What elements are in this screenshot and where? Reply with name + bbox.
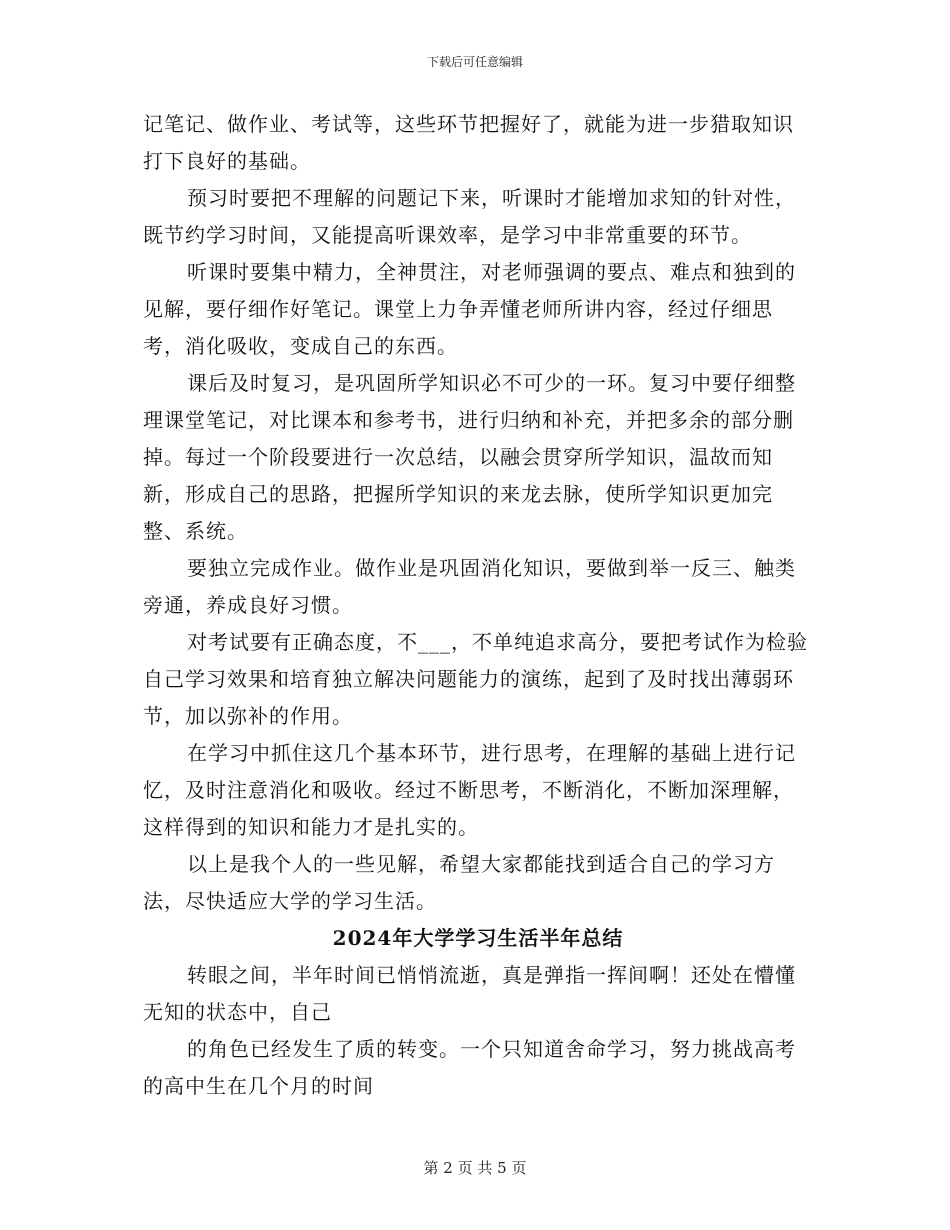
paragraph-exams: 对考试要有正确态度，不___，不单纯追求高分，要把考试作为检验自己学习效果和培育独立解决问题能力的演练，起到了及时找出薄弱环节，加以弥补的作用。 [143,630,808,728]
section-paragraph-2: 的角色已经发生了质的转变。一个只知道舍命学习，努力挑战高考的高中生在几个月的时间 [143,1037,796,1098]
paragraph-homework: 要独立完成作业。做作业是巩固消化知识，要做到举一反三、触类旁通，养成良好习惯。 [143,556,796,617]
paragraph-preview: 预习时要把不理解的问题记下来，听课时才能增加求知的针对性，既节约学习时间，又能提高听课效率，是学习中非常重要的环节。 [143,186,796,247]
paragraph-key-steps: 在学习中抓住这几个基本环节，进行思考，在理解的基础上进行记忆，及时注意消化和吸收。经过不断思考，不断消化，不断加深理解，这样得到的知识和能力才是扎实的。 [143,741,796,839]
paragraph-listening: 听课时要集中精力，全神贯注，对老师强调的要点、难点和独到的见解，要仔细作好笔记。课堂上力争弄懂老师所讲内容，经过仔细思考，消化吸收，变成自己的东西。 [143,260,796,358]
paragraph-review: 课后及时复习，是巩固所学知识必不可少的一环。复习中要仔细整理课堂笔记，对比课本和参考书，进行归纳和补充，并把多余的部分删掉。每过一个阶段要进行一次总结，以融会贯穿所学知识，温故而知新，形成自己的思路，把握所学知识的来龙去脉，使所学知识更加完整、系统。 [143,371,796,543]
page-footer: 第 2 页 共 5 页 [423,1159,527,1177]
document-body [143,106,813,1105]
section-title: 2024年大学学习生活半年总结 [332,926,624,950]
paragraph-conclusion: 以上是我个人的一些见解，希望大家都能找到适合自己的学习方法，尽快适应大学的学习生活。 [143,852,775,913]
paragraph-continuation: 记笔记、做作业、考试等，这些环节把握好了，就能为进一步猎取知识打下良好的基础。 [143,112,794,173]
section-paragraph-1: 转眼之间，半年时间已悄悄流逝，真是弹指一挥间啊！还处在懵懂无知的状态中，自己 [143,963,796,1024]
page-header: 下载后可任意编辑 [426,55,523,69]
